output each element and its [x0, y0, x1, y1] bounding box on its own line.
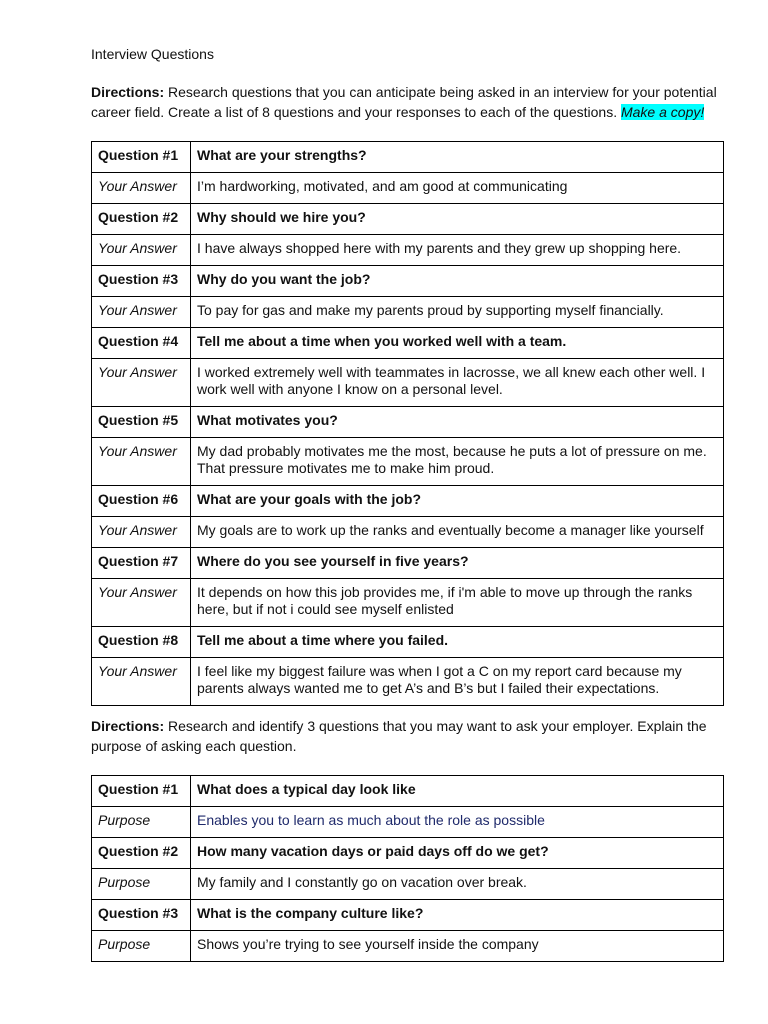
purpose-text: Enables you to learn as much about the role as possible: [191, 807, 724, 838]
employer-questions-table: [91, 775, 724, 962]
answer-row: [92, 579, 724, 627]
answer-label: Your Answer: [92, 438, 191, 486]
question-row: [92, 838, 724, 869]
directions-text: Research questions that you can anticipate being asked in an interview for your potential career field. Create a list of 8 questions and your responses to each of the questions.: [91, 84, 717, 120]
answer-row: [92, 235, 724, 266]
question-row: [92, 142, 724, 173]
question-label: Question #2: [92, 204, 191, 235]
question-text: What motivates you?: [191, 407, 724, 438]
question-text: Where do you see yourself in five years?: [191, 548, 724, 579]
purpose-row: [92, 869, 724, 900]
answer-label: Your Answer: [92, 517, 191, 548]
question-row: [92, 407, 724, 438]
question-row: [92, 266, 724, 297]
answer-label: Your Answer: [92, 297, 191, 328]
answer-row: [92, 658, 724, 706]
question-label: Question #5: [92, 407, 191, 438]
answer-label: Your Answer: [92, 579, 191, 627]
question-text: What are your strengths?: [191, 142, 724, 173]
purpose-row: [92, 807, 724, 838]
answer-label: Your Answer: [92, 359, 191, 407]
question-label: Question #4: [92, 328, 191, 359]
question-text: What is the company culture like?: [191, 900, 724, 931]
answer-row: [92, 359, 724, 407]
question-row: [92, 486, 724, 517]
question-row: [92, 900, 724, 931]
question-label: Question #6: [92, 486, 191, 517]
answer-row: [92, 517, 724, 548]
question-text: What does a typical day look like: [191, 776, 724, 807]
question-text: How many vacation days or paid days off do we get?: [191, 838, 724, 869]
purpose-label: Purpose: [92, 869, 191, 900]
question-row: [92, 776, 724, 807]
question-label: Question #1: [92, 142, 191, 173]
question-label: Question #2: [92, 838, 191, 869]
purpose-label: Purpose: [92, 807, 191, 838]
directions-label: Directions:: [91, 718, 165, 734]
answer-text: It depends on how this job provides me, if i'm able to move up through the ranks here, but if not i could see myself enlisted: [191, 579, 724, 627]
question-text: Why should we hire you?: [191, 204, 724, 235]
purpose-row: [92, 931, 724, 962]
question-text: What are your goals with the job?: [191, 486, 724, 517]
answer-text: I feel like my biggest failure was when I got a C on my report card because my parents always wanted me to get A’s and B’s but I failed their expectations.: [191, 658, 724, 706]
answer-label: Your Answer: [92, 235, 191, 266]
question-text: Tell me about a time when you worked well with a team.: [191, 328, 724, 359]
directions-text: Research and identify 3 questions that you may want to ask your employer. Explain the purpose of asking each question.: [91, 718, 707, 754]
answer-row: [92, 297, 724, 328]
question-row: [92, 328, 724, 359]
answer-label: Your Answer: [92, 658, 191, 706]
purpose-label: Purpose: [92, 931, 191, 962]
answer-text: My goals are to work up the ranks and eventually become a manager like yourself: [191, 517, 724, 548]
answer-label: Your Answer: [92, 173, 191, 204]
directions-interview: [91, 82, 724, 122]
answer-row: [92, 173, 724, 204]
question-label: Question #3: [92, 900, 191, 931]
question-text: Tell me about a time where you failed.: [191, 627, 724, 658]
purpose-text: Shows you’re trying to see yourself inside the company: [191, 931, 724, 962]
answer-text: To pay for gas and make my parents proud by supporting myself financially.: [191, 297, 724, 328]
purpose-text: My family and I constantly go on vacation over break.: [191, 869, 724, 900]
answer-text: I worked extremely well with teammates in lacrosse, we all knew each other well. I work well with anyone I know on a personal level.: [191, 359, 724, 407]
question-row: [92, 204, 724, 235]
answer-text: I’m hardworking, motivated, and am good at communicating: [191, 173, 724, 204]
question-text: Why do you want the job?: [191, 266, 724, 297]
answer-text: My dad probably motivates me the most, because he puts a lot of pressure on me. That pressure motivates me to make him proud.: [191, 438, 724, 486]
answer-text: I have always shopped here with my parents and they grew up shopping here.: [191, 235, 724, 266]
question-label: Question #3: [92, 266, 191, 297]
question-row: [92, 627, 724, 658]
directions-employer: [91, 716, 724, 756]
directions-label: Directions:: [91, 84, 165, 100]
interview-questions-table: [91, 141, 724, 706]
make-a-copy-highlight: Make a copy!: [620, 104, 705, 120]
question-label: Question #7: [92, 548, 191, 579]
question-label: Question #8: [92, 627, 191, 658]
answer-row: [92, 438, 724, 486]
page-title: Interview Questions: [91, 46, 214, 62]
question-row: [92, 548, 724, 579]
question-label: Question #1: [92, 776, 191, 807]
